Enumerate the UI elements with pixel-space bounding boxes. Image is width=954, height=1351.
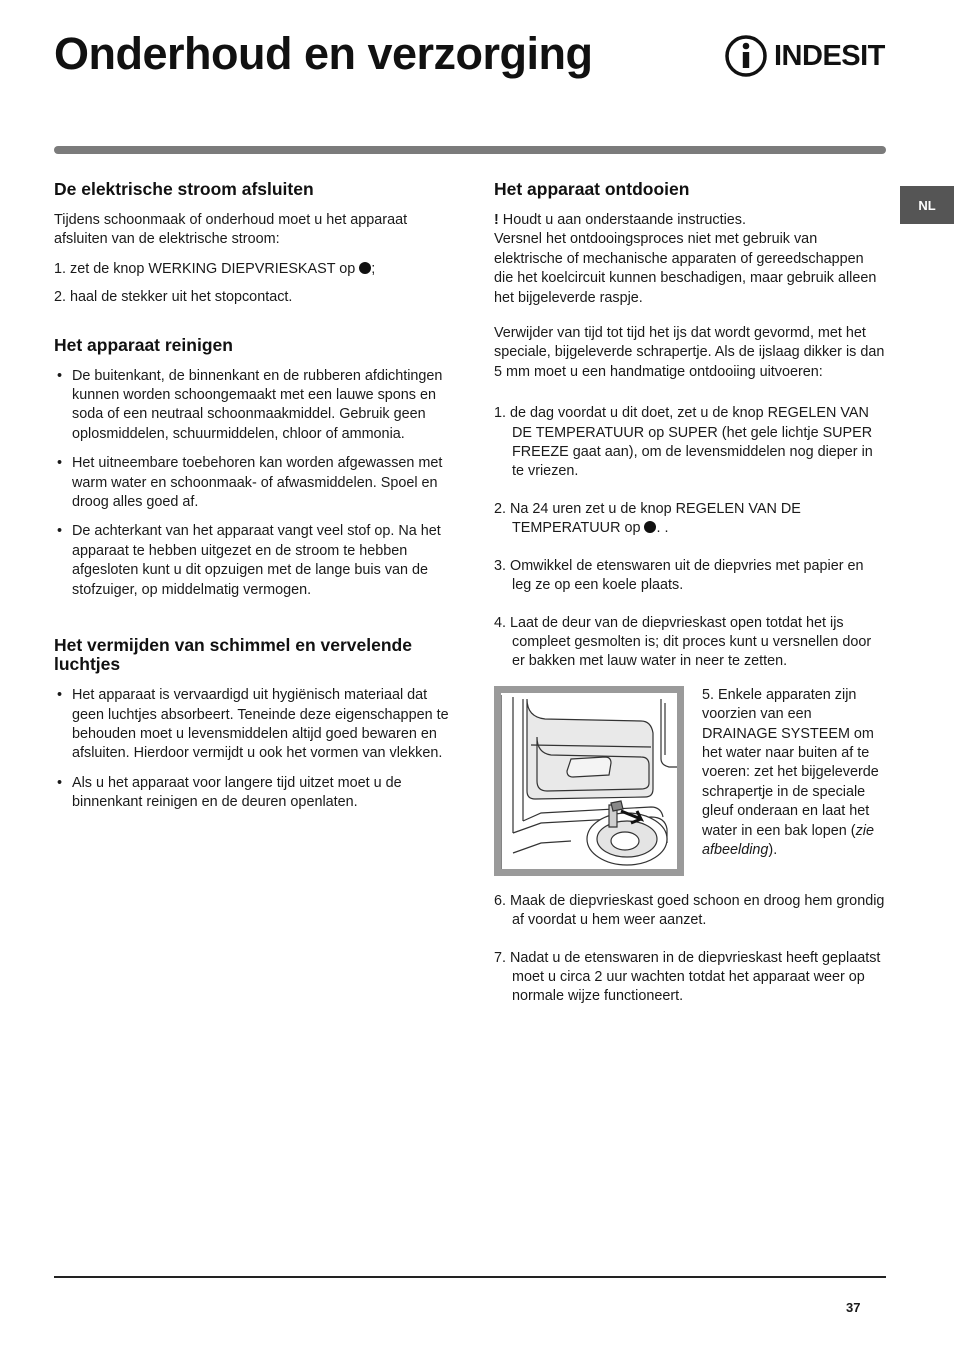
warning-mark: ! bbox=[494, 212, 499, 228]
freezer-drain-image bbox=[501, 693, 677, 869]
list-item: • Het apparaat is vervaardigd uit hygiënisch materiaal dat geen luchtjes absorbeert. Teneinde deze eigenschappen te behouden moet u levensmiddelen altijd goed bewaren en afsluiten. Hierdoor vermijdt u ook het vormen van vlekken. bbox=[54, 686, 454, 764]
section-heading-defrost: Het apparaat ontdooien bbox=[494, 179, 690, 199]
defrost-warning bbox=[494, 211, 886, 230]
defrost-step-2 bbox=[494, 500, 886, 539]
power-off-step-1 bbox=[54, 260, 454, 279]
step-text: 2. Na 24 uren zet u de knop REGELEN VAN DE TEMPERATUUR op bbox=[494, 500, 801, 537]
step-text-end: ; bbox=[371, 260, 376, 277]
defrost-intro: Versnel het ontdooingsproces niet met gebruik van elektrische of mechanische apparaten of gereedschappen die het koelcircuit kunnen beschadigen, maar gebruik alleen het bijgeleverde raspje. bbox=[494, 231, 877, 306]
defrost-step-1: 1. de dag voordat u dit doet, zet u de knop REGELEN VAN DE TEMPERATUUR op SUPER (het gele lichtje SUPER FREEZE gaat aan), om de levensmiddelen nog dieper in te vriezen. bbox=[494, 405, 873, 480]
figure-reference: zie afbeelding bbox=[702, 822, 875, 858]
section-heading-mould: Het vermijden van schimmel en vervelende luchtjes bbox=[54, 635, 412, 675]
drainage-illustration bbox=[494, 686, 684, 876]
right-column bbox=[494, 180, 886, 1007]
power-off-intro: Tijdens schoonmaak of onderhoud moet u het apparaat afsluiten van de elektrische stroom: bbox=[54, 212, 408, 248]
mould-list bbox=[54, 686, 454, 812]
step-text: 5. Enkele apparaten zijn voorzien van een DRAINAGE SYSTEEM om het water naar buiten af te voeren: zet het bijgeleverde schrapertje in de speciale gleuf onderaan en laat het water in een bak lopen ( bbox=[702, 686, 879, 839]
defrost-step-6: 6. Maak de diepvrieskast goed schoon en droog hem grondig af voordat u hem weer aanzet. bbox=[494, 892, 885, 929]
left-column bbox=[54, 180, 454, 813]
page-title: Onderhoud en verzorging bbox=[54, 28, 593, 79]
header-rule bbox=[54, 146, 886, 154]
list-item: • Het uitneembare toebehoren kan worden afgewassen met warm water en schoonmaak- of afwasmiddelen. Spoel en droog alles goed af. bbox=[54, 454, 454, 512]
step-text-end: . . bbox=[656, 520, 669, 537]
page-number: 37 bbox=[846, 1300, 861, 1315]
brand-logo bbox=[724, 34, 890, 78]
cleaning-list bbox=[54, 367, 454, 600]
drainage-block bbox=[494, 686, 886, 884]
section-heading-power-off: De elektrische stroom afsluiten bbox=[54, 179, 314, 199]
defrost-step-4: 4. Laat de deur van de diepvrieskast open totdat het ijs compleet gesmolten is; dit proces kunt u versnellen door er bakken met lauw water in neer te zetten. bbox=[494, 614, 872, 670]
brand-name: INDESIT bbox=[774, 39, 885, 72]
section-heading-cleaning: Het apparaat reinigen bbox=[54, 334, 233, 355]
defrost-step-7: 7. Nadat u de etenswaren in de diepvrieskast heeft geplaatst moet u circa 2 uur wachten totdat het apparaat weer op normale wijze functioneert. bbox=[494, 949, 881, 1005]
list-item: • De buitenkant, de binnenkant en de rubberen afdichtingen kunnen worden schoongemaakt met een lauwe spons en soda of een neutraal schoonmaakmiddel. Gebruik geen oplosmiddelen, schuurmiddelen, chloor of ammonia. bbox=[54, 367, 454, 445]
list-item: • Als u het apparaat voor langere tijd uitzet moet u de binnenkant reinigen en de deuren openlaten. bbox=[54, 774, 454, 813]
power-off-step-2: 2. haal de stekker uit het stopcontact. bbox=[54, 289, 293, 306]
list-item: • De achterkant van het apparaat vangt veel stof op. Na het apparaat te hebben uitgezet en de stroom te hebben afgesloten kunt u dit opzuigen met de lange buis van de stofzuiger, op middelmatig vermogen. bbox=[54, 522, 454, 600]
defrost-step-3: 3. Omwikkel de etenswaren uit de diepvries met papier en leg ze op een koele plaats. bbox=[494, 557, 864, 594]
footer-rule bbox=[54, 1276, 886, 1278]
step-text: 1. zet de knop WERKING DIEPVRIESKAST op bbox=[54, 260, 356, 277]
off-dot-icon bbox=[644, 521, 656, 533]
step-text-end: ). bbox=[768, 841, 778, 858]
language-tab: NL bbox=[900, 186, 954, 224]
defrost-para: Verwijder van tijd tot tijd het ijs dat wordt gevormd, met het speciale, bijgeleverde schrapertje. Als de ijslaag dikker is dan 5 mm moet u een handmatige ontdooiing uitvoeren: bbox=[494, 325, 885, 380]
brand-emblem-icon bbox=[724, 34, 768, 78]
warning-text: Houdt u aan onderstaande instructies. bbox=[498, 212, 746, 228]
off-dot-icon bbox=[359, 262, 371, 274]
